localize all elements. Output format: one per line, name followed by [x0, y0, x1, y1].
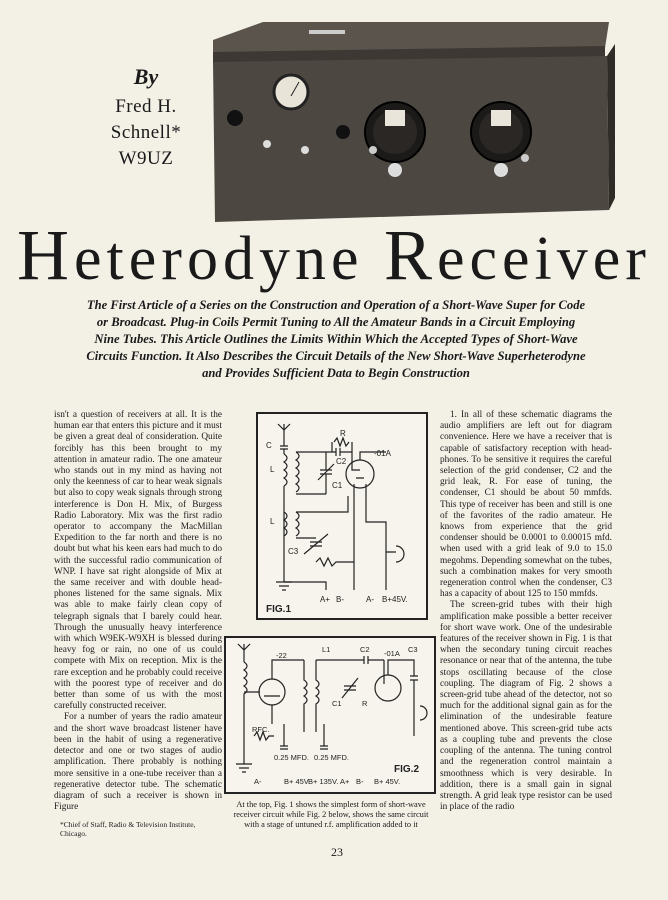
receiver-photo	[205, 14, 615, 226]
label-025-mfd-2: 0.25 MFD.	[314, 753, 350, 762]
label-c2: C2	[336, 457, 347, 466]
label-a-minus: A-	[254, 777, 262, 786]
label-b45-2: B+ 45V.	[374, 777, 401, 786]
article-subtitle: The First Article of a Series on the Construction and Operation of a Short-Wave Super for Code or Broadcast. Plug-in Coils Permit Tuning to All the Amateur Bands in a Circuit Employing Nine Tubes. This Article Outlines the Limits Within Which the Accepted Types of Short-Wave Circuits Function. It Also Describes the Circuit Details of the New Short-Wave Superheterodyne and Provides Sufficient Data to Begin Construction	[86, 298, 586, 380]
label-b-minus: B-	[336, 595, 344, 604]
fig2-label: FIG.2	[394, 764, 420, 775]
label-a-plus: A+	[340, 777, 350, 786]
byline-by: By	[133, 64, 159, 89]
paragraph: 1. In all of these schematic diagrams the audio amplifiers are left out for diagram convenience. Here we have a receiver that is capable of satisfactory reception with head-phones. To be sensitive it requires the careful selection of the grid condenser, C2 and the grid leak, R. For ease of tuning, the condenser, C1 should be about 50 mmfds. This type of receiver has been and still is one of the favorites of the radio amateur. He knows from experience that the grid condenser should be 0.0001 to 0.00015 mfd. when used with a grid leak of 9.0 to 15.0 megohms. Depending somewhat on the tubes, such a combination makes for very smooth regeneration control when the condenser, C3 has a capacity of about 125 to 150 mmfds.	[440, 410, 612, 600]
label-l1: L1	[322, 645, 331, 654]
text-column-left	[54, 410, 222, 813]
label-c3: C3	[408, 645, 418, 654]
figure-1-schematic	[256, 412, 428, 620]
label-c1: C1	[332, 481, 343, 490]
label-01a: -01A	[374, 449, 391, 458]
paragraph: For a number of years the radio amateur and the short wave broadcast listener have been in the habit of using a regenerative detector and one or two stages of audio amplification. There probably is nothing more sensitive in a one-tube receiver than a regenerative detector tube. The schematic diagram of such a receiver is shown in Figure	[54, 712, 222, 813]
label-rfc: RFC.	[252, 725, 270, 734]
label-b-minus: B-	[356, 777, 364, 786]
figure-caption: At the top, Fig. 1 shows the simplest form of short-wave receiver circuit while Fig. 2 below, shows the same circuit with a stage of untuned r.f. amplification added to it	[233, 800, 429, 829]
figure-2-schematic	[224, 636, 436, 794]
page-number: 23	[331, 845, 343, 859]
fig1-label: FIG.1	[266, 604, 292, 615]
label-a-minus: A-	[366, 595, 374, 604]
label-c3: C3	[288, 547, 299, 556]
author-name-line2: Schnell*	[110, 122, 182, 143]
label-22: -22	[276, 651, 287, 660]
label-r: R	[340, 429, 346, 438]
article-title: Heterodyne Receiver	[17, 215, 651, 295]
label-b45-1: B+ 45V.	[284, 777, 311, 786]
label-c: C	[266, 441, 272, 450]
label-c2: C2	[360, 645, 370, 654]
label-a-plus: A+	[320, 595, 331, 604]
label-r: R	[362, 699, 368, 708]
paragraph: The screen-grid tubes with their high amplification make possible a better receiver for short wave work. One of the undesirable features of the receiver shown in Fig. 1 is that when the secondary tuning circuit reaches resonance or near that of the antenna, the tube stops oscillating because of the close coupling. The diagram of Fig. 2 shows a screen-grid tube ahead of the detector, not so much for the additional signal gain as for the elimination of the undesirable feature mentioned above. This screen-grid tube acts as a coupling tube and prevents the close coupling of the antenna. The tuning control and the regeneration control maintain a smoothness which is very desirable. In addition, there is a small gain in signal strength. A grid leak type resistor can be used in place of the radio	[440, 600, 612, 813]
label-025-mfd-1: 0.25 MFD.	[274, 753, 310, 762]
label-l: L	[270, 465, 275, 474]
byline	[86, 64, 206, 172]
paragraph: isn't a question of receivers at all. It is the human ear that enters this picture and it must be given a great deal of consideration. Quite forcibly has this been brought to my attention in amateur radio. The one amateur who stands out in my mind as having not only the keenness of car to hear weak signals but also to copy weak signals through strong interference is Don H. Mix, of Burgess Radio Laboratory. Mix was the first radio operator to accompany the MacMillan Expedition to the far north and there is no doubt but what his keen ears had much to do with the successful radio communication of WNP. I have sat right alongside of Mix at the same receiver and with double head-phones listened for the same signals. Mix was able to make fairly clean copy of telegraph signals that I barely could hear. Through the unusually heavy interference with which W9EK-W9XH is blessed during heavy fog or rain, no one of us could compete with Mix on reception. Mix is the rare exception and he probably could receive with the poorest type of receiver and do better than some of us with the most carefully constructed receiver.	[54, 410, 222, 712]
author-callsign: W9UZ	[118, 148, 174, 169]
label-b45: B+45V.	[382, 595, 408, 604]
label-01a: -01A	[384, 649, 400, 658]
label-l1: L	[270, 517, 275, 526]
label-b135: B+ 135V.	[308, 777, 339, 786]
footnote: *Chief of Staff, Radio & Television Institute, Chicago.	[60, 820, 196, 838]
author-name-line1: Fred H.	[115, 96, 177, 117]
label-c1: C1	[332, 699, 342, 708]
text-column-right	[440, 410, 612, 813]
